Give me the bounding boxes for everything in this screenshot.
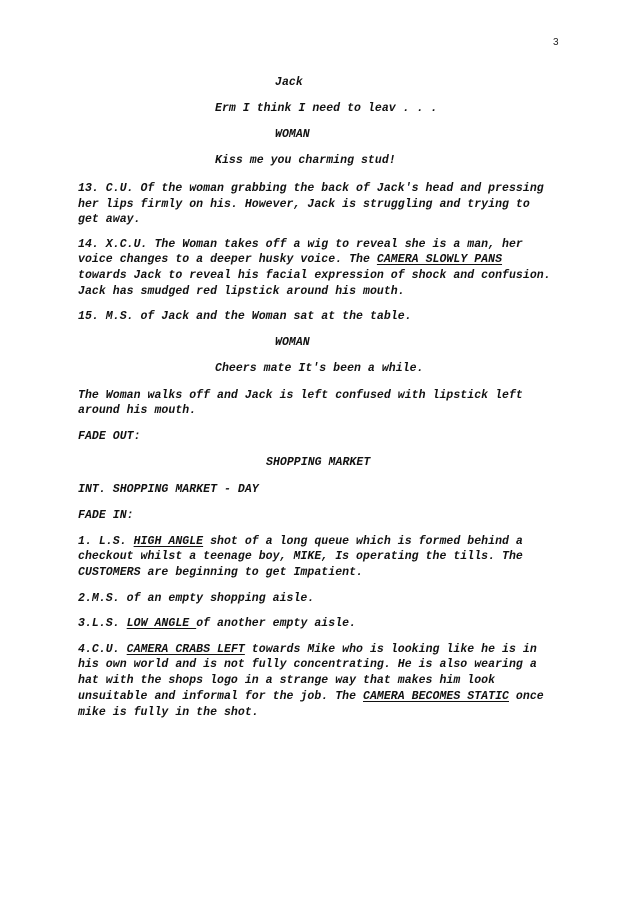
camera-direction: CAMERA CRABS LEFT (126, 643, 245, 656)
action-line: around his mouth. (78, 404, 197, 417)
action-line (78, 534, 523, 550)
scene-heading: INT. SHOPPING MARKET - DAY (78, 483, 259, 496)
action-line (78, 616, 356, 632)
character-name-woman: WOMAN (275, 336, 310, 349)
camera-direction: LOW ANGLE (126, 617, 197, 630)
transition: FADE OUT: (78, 430, 141, 443)
action-line (78, 689, 544, 705)
action-line: The Woman walks off and Jack is left confused with lipstick left (78, 389, 523, 402)
camera-direction: HIGH ANGLE (133, 535, 204, 548)
transition: FADE IN: (78, 509, 134, 522)
action-line: 13. C.U. Of the woman grabbing the back of Jack's head and pressing (78, 182, 544, 195)
action-text: 1. L.S. (78, 535, 134, 548)
character-name-woman: WOMAN (275, 128, 310, 141)
character-name-jack: Jack (275, 76, 303, 89)
action-line: mike is fully in the shot. (78, 706, 259, 719)
action-text: 3.L.S. (78, 617, 127, 630)
action-text: unsuitable and informal for the job. The (78, 690, 363, 703)
action-line: towards Jack to reveal his facial expression of shock and confusion. (78, 269, 551, 282)
dialogue-line: Erm I think I need to leav . . . (215, 102, 438, 115)
action-line: CUSTOMERS are beginning to get Impatient. (78, 566, 363, 579)
action-line: his own world and is not fully concentrating. He is also wearing a (78, 658, 537, 671)
dialogue-line: Cheers mate It's been a while. (215, 362, 424, 375)
dialogue-line: Kiss me you charming stud! (215, 154, 396, 167)
action-line: hat with the shops logo in a strange way that makes him look (78, 674, 496, 687)
action-line: 2.M.S. of an empty shopping aisle. (78, 592, 315, 605)
action-line: 15. M.S. of Jack and the Woman sat at the table. (78, 310, 412, 323)
action-text: of another empty aisle. (196, 617, 357, 630)
action-line: checkout whilst a teenage boy, MIKE, Is operating the tills. The (78, 550, 523, 563)
scene-title: SHOPPING MARKET (266, 456, 371, 469)
camera-direction: CAMERA BECOMES STATIC (363, 690, 509, 703)
action-line: her lips firmly on his. However, Jack is struggling and trying to (78, 198, 530, 211)
action-text: towards Mike who is looking like he is in (244, 643, 537, 656)
action-line (78, 642, 537, 658)
action-line: Jack has smudged red lipstick around his mouth. (78, 285, 405, 298)
action-text: voice changes to a deeper husky voice. The (78, 253, 377, 266)
action-text: once (508, 690, 544, 703)
camera-direction: CAMERA SLOWLY PANS (376, 253, 503, 266)
action-text: shot of a long queue which is formed behind a (203, 535, 523, 548)
page-number: 3 (553, 37, 559, 48)
action-line: get away. (78, 213, 141, 226)
action-line: 14. X.C.U. The Woman takes off a wig to reveal she is a man, her (78, 238, 523, 251)
action-line (78, 252, 502, 268)
action-text: 4.C.U. (78, 643, 127, 656)
